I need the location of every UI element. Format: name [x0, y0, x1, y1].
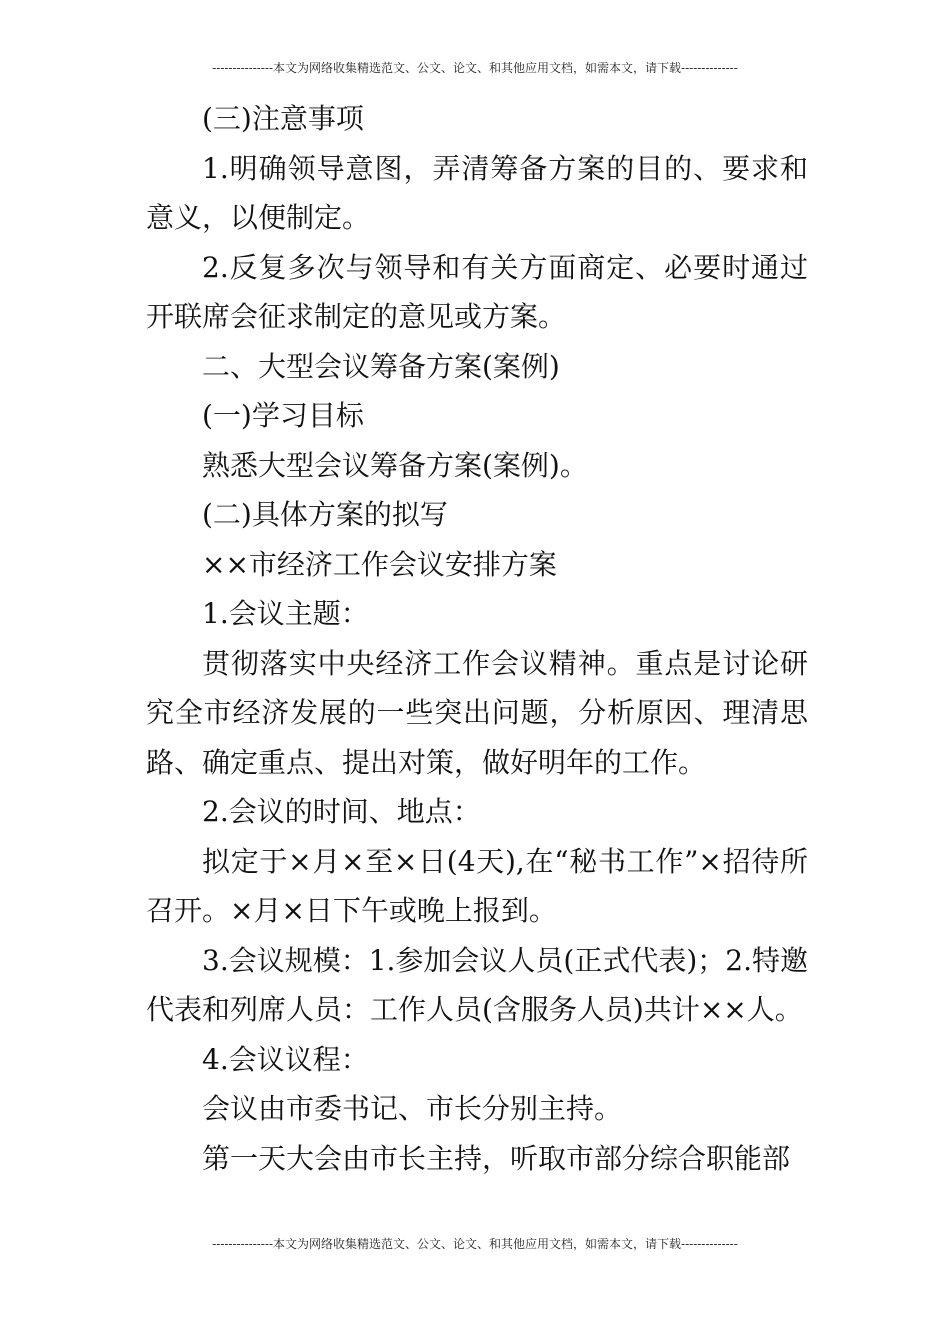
- paragraph-agenda-host: 会议由市委书记、市长分别主持。: [202, 1092, 623, 1125]
- heading-notes: (三)注意事项: [202, 102, 364, 135]
- paragraph-time-place: 拟定于×月×至×日(4天),在“秘书工作”×招待所召开。×月×日下午或晚上报到。: [146, 844, 808, 927]
- paragraph-learning-goal: 熟悉大型会议筹备方案(案例)。: [202, 448, 588, 482]
- footer-note: ---------------本文为网络收集精选范文、公文、论文、和其他应用文档，如需本文，请下载--------------: [212, 1237, 738, 1251]
- paragraph-agenda-day1: 第一天大会由市长主持，听取市部分综合职能部: [202, 1141, 791, 1175]
- paragraph-meeting-scale: 3.会议规模：1.参加会议人员(正式代表)；2.特邀代表和列席人员：工作人员(含服务人员)共计××人。: [146, 943, 808, 1026]
- paragraph-meeting-theme: 贯彻落实中央经济工作会议精神。重点是讨论研究全市经济发展的一些突出问题，分析原因、理清思路、确定重点、提出对策，做好明年的工作。: [146, 646, 808, 779]
- heading-time-place: 2.会议的时间、地点：: [202, 795, 481, 828]
- heading-learning-goal: (一)学习目标: [202, 399, 364, 432]
- paragraph-note-2: 2.反复多次与领导和有关方面商定、必要时通过开联席会征求制定的意见或方案。: [146, 250, 808, 333]
- plan-title: ××市经济工作会议安排方案: [202, 547, 557, 581]
- heading-section-2: 二、大型会议筹备方案(案例): [202, 349, 560, 383]
- heading-meeting-theme: 1.会议主题：: [202, 597, 369, 630]
- paragraph-note-1: 1.明确领导意图，弄清筹备方案的目的、要求和意义，以便制定。: [146, 151, 808, 234]
- heading-agenda: 4.会议议程：: [202, 1042, 369, 1076]
- heading-plan-drafting: (二)具体方案的拟写: [202, 498, 448, 531]
- document-body: [146, 94, 808, 1183]
- header-note: ---------------本文为网络收集精选范文、公文、论文、和其他应用文档，如需本文，请下载--------------: [212, 61, 738, 75]
